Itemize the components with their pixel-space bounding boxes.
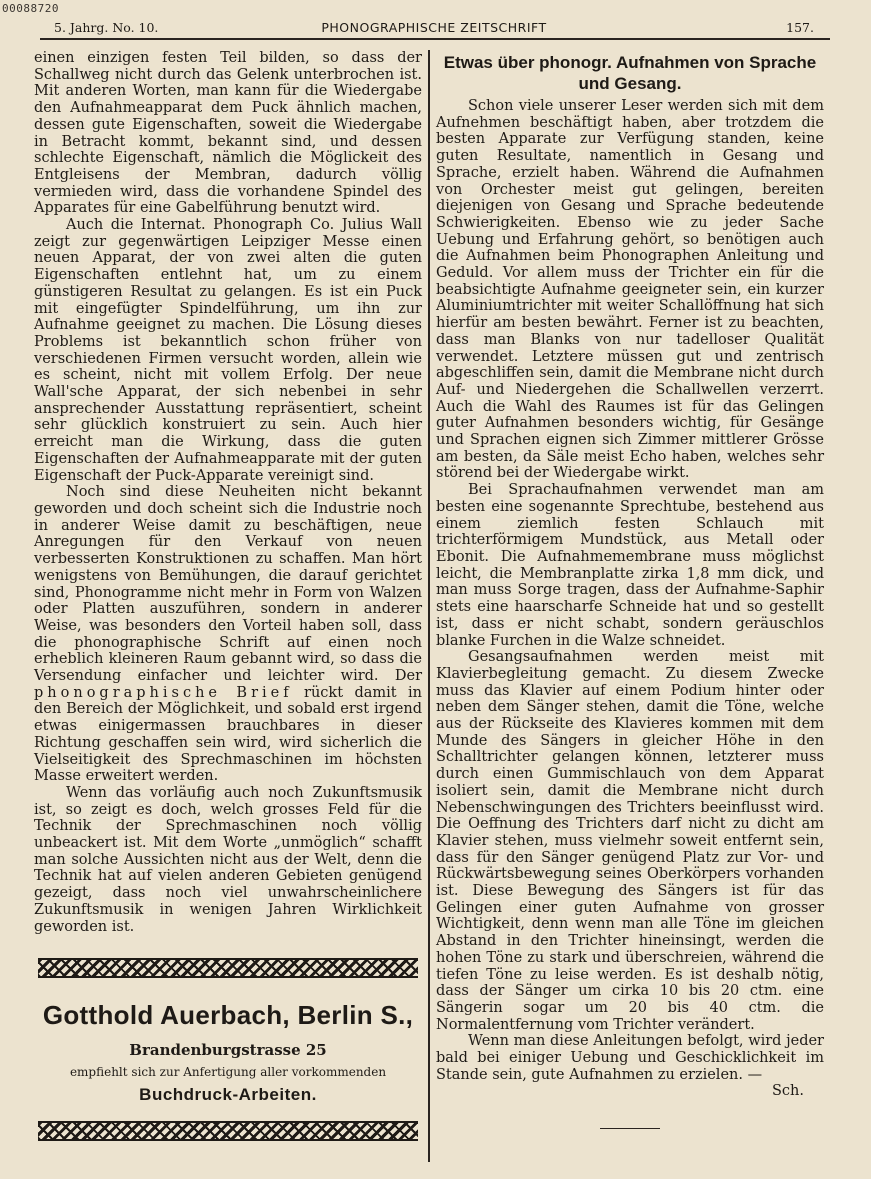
article-paragraph: Wenn man diese Anleitungen befolgt, wird jeder bald bei einiger Uebung und Geschicklichkeit im Stande sein, gute Aufnahmen zu erzielen. — xyxy=(436,1033,824,1083)
left-paragraph: einen einzigen festen Teil bilden, so dass der Schallweg nicht durch das Gelenk unterbrochen ist. Mit anderen Worten, man kann für die Wiedergabe den Aufnahmeapparat dem Puck ähnlich machen, dessen gute Eigenschaften, soweit die Wiedergabe in Betracht kommt, bekannt sind, und dessen schlechte Eigenschaft, nämlich die Möglickeit des Entgleisens der Membran, dadurch völlig vermieden wird, dass die vorhandene Spindel des Apparates für eine Gabelführung benutzt wird. xyxy=(34,50,422,217)
page-number: 157. xyxy=(786,20,814,35)
left-paragraph xyxy=(34,484,422,785)
left-paragraph: Wenn das vorläufig auch noch Zukunftsmusik ist, so zeigt es doch, welch grosses Feld für die Technik der Sprechmaschinen noch völlig unbeackert ist. Mit dem Worte „unmöglich“ schafft man solche Aussichten nicht aus der Welt, denn die Technik hat auf vielen anderen Gebieten genügend gezeigt, dass noch viel unwahrscheinlichere Zukunftsmusik in wenigen Jahren Wirklichkeit geworden ist. xyxy=(34,784,422,935)
spaced-term: phonographische Brief xyxy=(34,684,293,701)
ad-street: Brandenburgstrasse 25 xyxy=(129,1041,327,1059)
ad-service: Buchdruck-Arbeiten. xyxy=(139,1085,317,1104)
left-paragraph-tail: rückt damit in den Bereich der Möglichkeit, und sobald erst irgend etwas einigermassen brauchbares in dieser Richtung geschaffen sein wird, wird sicherlich die Vielseitigkeit des Sprechmaschinen im höchsten Masse erweitert werden. xyxy=(34,684,422,785)
journal-title: PHONOGRAPHISCHE ZEITSCHRIFT xyxy=(321,20,547,35)
left-column xyxy=(34,50,422,935)
article-signature: Sch. xyxy=(771,1083,804,1100)
article-paragraph: Bei Sprachaufnahmen verwendet man am besten eine sogenannte Sprechtube, bestehend aus einem ziemlich festen Schlauch mit trichterförmigem Mundstück, aus Metall oder Ebonit. Die Aufnahmemembrane muss möglichst leicht, die Membranplatte zirka 1,8 mm dick, und man muss Sorge tragen, dass der Aufnahme-Saphir stets eine haarscharfe Schneide hat und so gestellt ist, dass er nicht schabt, sondern geräuschlos blanke Furchen in die Walze schneidet. xyxy=(436,482,824,649)
scan-id: 00088720 xyxy=(2,2,59,15)
left-paragraph: Auch die Internat. Phonograph Co. Julius Wall zeigt zur gegenwärtigen Leipziger Messe einen neuen Apparat, der von zwei alten die guten Eigenschaften entlehnt hat, um zu einem günstigeren Resultat zu gelangen. Es ist ein Puck mit eingefügter Spindelführung, um ihn zur Aufnahme geeignet zu machen. Die Lösung dieses Problems ist bekanntlich schon früher von verschiedenen Firmen versucht worden, allein wie es scheint, nicht mit vollem Erfolg. Der neue Wall'sche Apparat, der sich nebenbei in sehr ansprechender Ausstattung repräsentiert, scheint sehr glücklich konstruiert zu sein. Auch hier erreicht man die Wirkung, dass die guten Eigenschaften der Aufnahmeapparate mit der guten Eigenschaft der Puck-Apparate vereinigt sind. xyxy=(34,217,422,484)
advertisement xyxy=(34,958,422,1138)
ad-company: Gotthold Auerbach, Berlin S., xyxy=(42,1000,414,1030)
column-rule xyxy=(428,50,430,1162)
header-rule xyxy=(40,38,830,40)
article-paragraph: Schon viele unserer Leser werden sich mit dem Aufnehmen beschäftigt haben, aber trotzdem die besten Apparate zur Verfügung standen, keine guten Resultate, namentlich in Gesang und Sprache, erzielt haben. Während die Aufnahmen von Orchester meist gut gelingen, bereiten diejenigen von Gesang und Sprache bedeutende Schwierigkeiten. Ebenso wie zu jeder Sache Uebung und Erfahrung gehört, so benötigen auch die Aufnahmen beim Phonographen Anleitung und Geduld. Vor allem muss der Trichter ein für die beabsichtigte Aufnahme geeigneter sein, ein kurzer Aluminiumtrichter mit weiter Schallöffnung hat sich hierfür am besten bewährt. Ferner ist zu beachten, dass man Blanks von nur tadelloser Qualität verwendet. Letztere müssen gut und zentrisch abgeschliffen sein, damit die Membrane nicht durch Auf- und Niedergehen die Schallwellen verzerrt. Auch die Wahl des Raumes ist für das Gelingen guter Aufnahmen besonders wichtig, für Gesänge und Sprachen eignen sich Zimmer mittlerer Grösse am besten, da Säle meist Echo haben, welches sehr störend bei der Wiedergabe wirkt. xyxy=(436,98,824,482)
ornament-border-bottom xyxy=(38,1121,418,1141)
article-title: Etwas über phonogr. Aufnahmen von Sprache und Gesang. xyxy=(443,53,817,93)
ornament-border-top xyxy=(38,958,418,978)
ad-tagline: empfiehlt sich zur Anfertigung aller vorkommenden xyxy=(69,1065,387,1079)
right-column xyxy=(436,50,824,1129)
issue-label: 5. Jahrg. No. 10. xyxy=(54,20,159,35)
running-head xyxy=(54,20,814,38)
end-rule xyxy=(600,1128,660,1129)
article-paragraph: Gesangsaufnahmen werden meist mit Klavierbegleitung gemacht. Zu diesem Zwecke muss das Klavier auf einem Podium hinter oder neben dem Sänger stehen, damit die Töne, welche aus der Rückseite des Klavieres kommen mit dem Munde des Sängers in gleicher Höhe in den Schalltrichter gelangen können, letzterer muss durch einen Gummischlauch von dem Apparat isoliert sein, damit die Membrane nicht durch Nebenschwingungen des Trichters beeinflusst wird. Die Oeffnung des Trichters darf nicht zu dicht am Klavier stehen, muss vielmehr soweit entfernt sein, dass für den Sänger genügend Platz zur Vor- und Rückwärtsbewegung seines Oberkörpers vorhanden ist. Diese Bewegung des Sängers ist für das Gelingen einer guten Aufnahme von grosser Wichtigkeit, denn wenn man alle Töne im gleichen Abstand in den Trichter hineinsingt, werden die hohen Töne zu stark und überschreien, während die tiefen Töne zu leise werden. Es ist deshalb nötig, dass der Sänger um cirka 10 bis 20 ctm. eine Sängerin sogar um 20 bis 40 ctm. die Normalentfernung vom Trichter verändert. xyxy=(436,649,824,1033)
left-paragraph-head: Noch sind diese Neuheiten nicht bekannt geworden und doch scheint sich die Industrie noch in anderer Weise damit zu beschäftigen, neue Anregungen für den Verkauf von neuen verbesserten Konstruktionen zu schaffen. Man hört wenigstens von Bemühungen, die darauf gerichtet sind, Phonogramme nicht mehr in Form von Walzen oder Platten auszuführen, sondern in anderer Weise, was besonders den Vorteil haben soll, dass die phonographische Schrift auf einen noch erheblich kleineren Raum gebannt wird, so dass die Versendung einfacher und leichter wird. Der xyxy=(34,484,422,685)
